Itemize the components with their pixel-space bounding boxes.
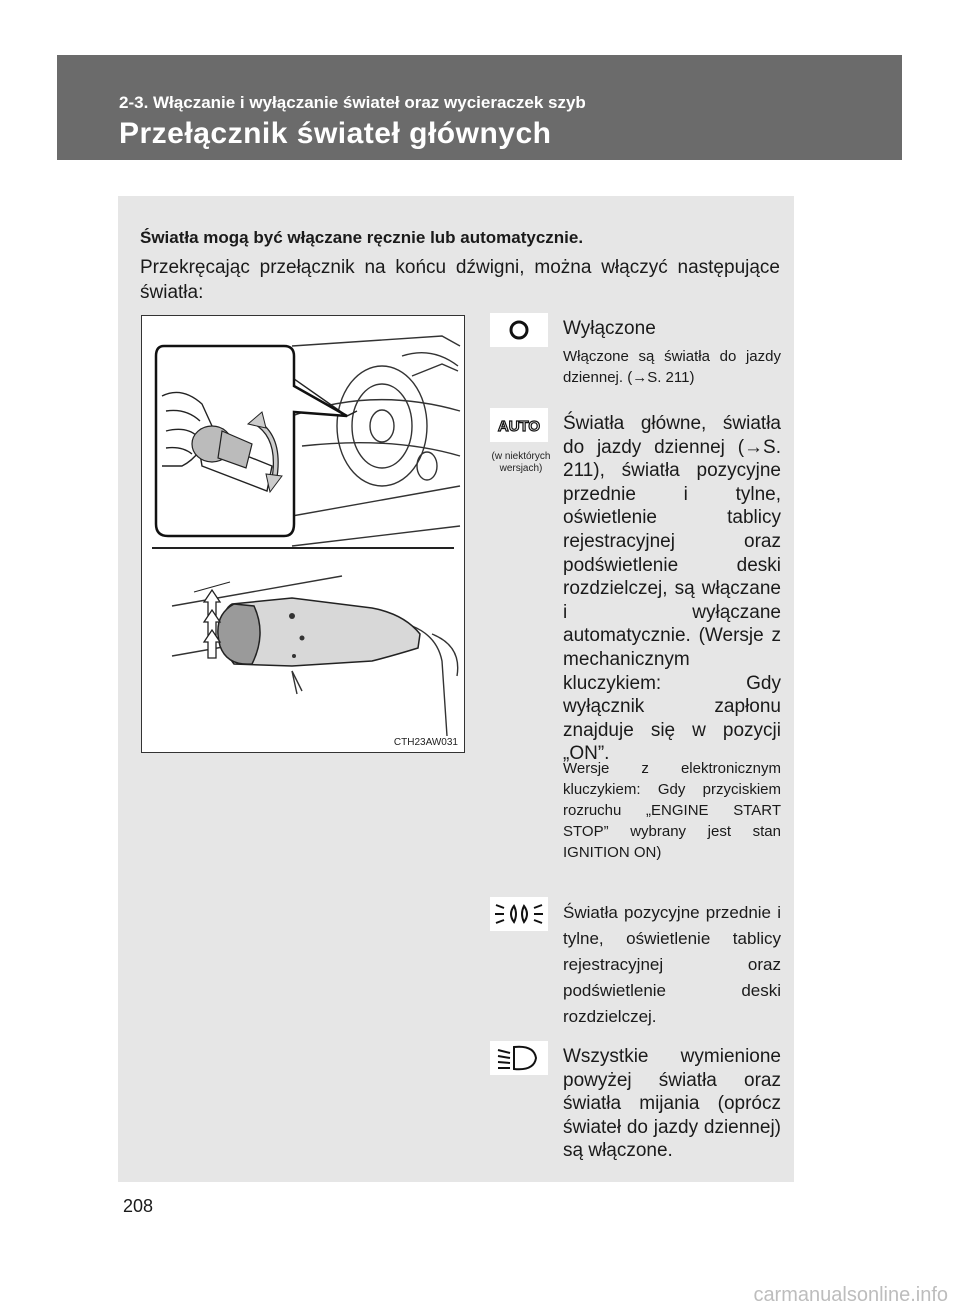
- section-label: 2-3. Włączanie i wyłączanie świateł oraz wycieraczek szyb: [119, 93, 586, 112]
- auto-position-description-smart-key: Wersje z elektronicznym kluczykiem: Gdy przyciskiem rozruchu „ENGINE START STOP” wybrany jest stan IGNITION ON): [563, 760, 781, 861]
- off-position-icon: [490, 313, 548, 347]
- headlight-switch-illustration: [141, 315, 465, 753]
- page-title: Przełącznik świateł głównych: [119, 117, 552, 150]
- off-position-title: Wyłączone: [563, 318, 656, 339]
- parking-lights-icon: [490, 897, 548, 931]
- watermark: carmanualsonline.info: [753, 1284, 948, 1306]
- intro-bold-line: Światła mogą być włączane ręcznie lub automatycznie.: [140, 228, 584, 247]
- intro-text: Przekręcając przełącznik na końcu dźwigni, można włączyć następujące światła:: [140, 257, 780, 303]
- auto-position-description: Światła główne, światła do jazdy dziennej (→S. 211), światła pozycyjne przednie i tylne, oświetlenie tablicy rejestracyjnej oraz podświetlenie deski rozdzielczej, są włączane i wyłączane automatycznie. (Wersje z mechanicznym kluczykiem: Gdy wyłącznik zapłonu znajduje się w pozycji „ON”.: [563, 413, 781, 765]
- figure-code: CTH23AW031: [393, 737, 458, 748]
- auto-availability-note: (w niektórych wersjach): [491, 451, 551, 474]
- switch-drawing: [142, 316, 464, 752]
- parking-lights-description: Światła pozycyjne przednie i tylne, oświetlenie tablicy rejestracyjnej oraz podświetlenie deski rozdzielczej.: [563, 903, 781, 1026]
- auto-icon-label: AUTO: [497, 418, 541, 435]
- headlight-description: Wszystkie wymienione powyżej światła oraz światła mijania (oprócz świateł do jazdy dziennej) są włączone.: [563, 1046, 781, 1162]
- headlight-icon: [490, 1041, 548, 1075]
- off-position-description: Włączone są światła do jazdy dziennej. (→S. 211): [563, 348, 781, 386]
- chapter-header: [57, 55, 902, 160]
- page-number: 208: [123, 1196, 154, 1216]
- auto-icon: [490, 408, 548, 442]
